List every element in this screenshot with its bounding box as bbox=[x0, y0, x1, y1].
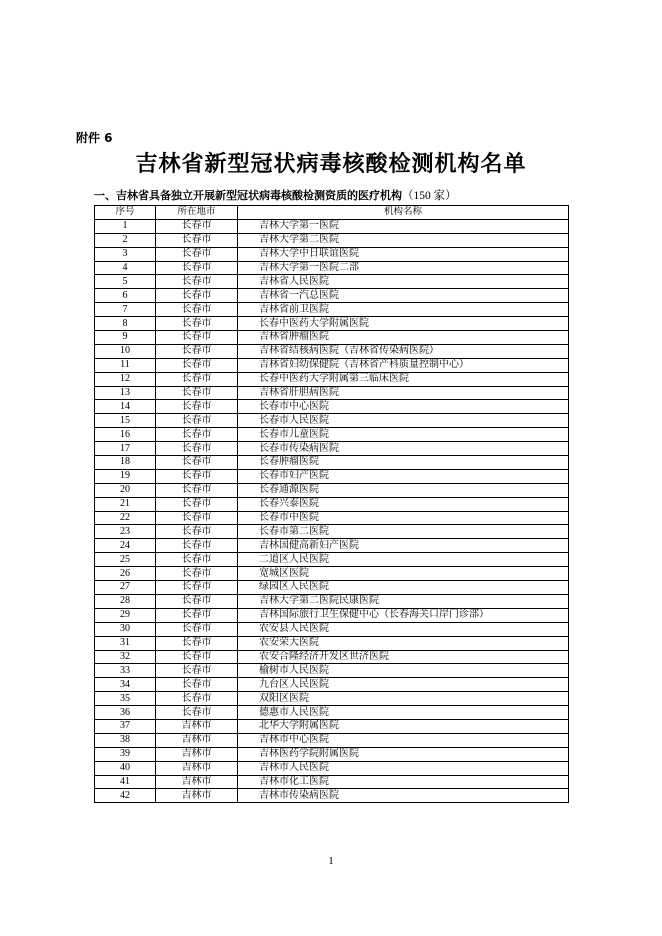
table-row bbox=[95, 372, 569, 386]
row-city: 长春市 bbox=[156, 344, 238, 358]
row-city: 长春市 bbox=[156, 511, 238, 525]
table-row bbox=[95, 553, 569, 567]
table-row bbox=[95, 747, 569, 761]
table-row bbox=[95, 442, 569, 456]
row-institution: 吉林省妇幼保健院（吉林省产科质量控制中心） bbox=[238, 358, 569, 372]
row-index: 23 bbox=[95, 525, 156, 539]
row-index: 14 bbox=[95, 400, 156, 414]
row-index: 15 bbox=[95, 414, 156, 428]
row-index: 26 bbox=[95, 567, 156, 581]
table-row bbox=[95, 497, 569, 511]
row-city: 吉林市 bbox=[156, 761, 238, 775]
row-index: 39 bbox=[95, 747, 156, 761]
table-row bbox=[95, 636, 569, 650]
row-index: 9 bbox=[95, 331, 156, 345]
row-index: 30 bbox=[95, 622, 156, 636]
header-index: 序号 bbox=[95, 206, 156, 220]
row-index: 6 bbox=[95, 289, 156, 303]
table-row bbox=[95, 733, 569, 747]
row-city: 长春市 bbox=[156, 594, 238, 608]
row-index: 38 bbox=[95, 733, 156, 747]
table-row bbox=[95, 233, 569, 247]
row-city: 长春市 bbox=[156, 706, 238, 720]
table-row bbox=[95, 511, 569, 525]
row-city: 长春市 bbox=[156, 525, 238, 539]
row-city: 长春市 bbox=[156, 442, 238, 456]
row-city: 长春市 bbox=[156, 483, 238, 497]
row-institution: 吉林市传染病医院 bbox=[238, 789, 569, 803]
table-row bbox=[95, 247, 569, 261]
row-institution: 榆树市人民医院 bbox=[238, 664, 569, 678]
row-city: 长春市 bbox=[156, 372, 238, 386]
row-index: 42 bbox=[95, 789, 156, 803]
row-institution: 九台区人民医院 bbox=[238, 678, 569, 692]
row-index: 34 bbox=[95, 678, 156, 692]
section-count: （150 家） bbox=[402, 190, 457, 202]
table-row bbox=[95, 331, 569, 345]
page-number: 1 bbox=[328, 855, 334, 867]
row-index: 2 bbox=[95, 233, 156, 247]
row-index: 41 bbox=[95, 775, 156, 789]
row-institution: 吉林省肿瘤医院 bbox=[238, 331, 569, 345]
row-city: 长春市 bbox=[156, 331, 238, 345]
row-city: 长春市 bbox=[156, 303, 238, 317]
table-row bbox=[95, 525, 569, 539]
document-title: 吉林省新型冠状病毒核酸检测机构名单 bbox=[135, 151, 527, 177]
row-city: 长春市 bbox=[156, 567, 238, 581]
row-index: 4 bbox=[95, 261, 156, 275]
table-row bbox=[95, 428, 569, 442]
table-row bbox=[95, 789, 569, 803]
institution-table bbox=[94, 205, 569, 803]
row-institution: 双阳区医院 bbox=[238, 692, 569, 706]
section-heading-text: 一、吉林省具备独立开展新型冠状病毒核酸检测资质的医疗机构 bbox=[94, 189, 402, 202]
row-city: 长春市 bbox=[156, 664, 238, 678]
row-city: 长春市 bbox=[156, 233, 238, 247]
row-institution: 吉林省一汽总医院 bbox=[238, 289, 569, 303]
table-row bbox=[95, 622, 569, 636]
row-index: 1 bbox=[95, 219, 156, 233]
row-institution: 长春市中心医院 bbox=[238, 400, 569, 414]
row-index: 20 bbox=[95, 483, 156, 497]
row-institution: 长春市妇产医院 bbox=[238, 469, 569, 483]
table-row bbox=[95, 567, 569, 581]
table-row bbox=[95, 400, 569, 414]
table-row bbox=[95, 761, 569, 775]
row-index: 31 bbox=[95, 636, 156, 650]
row-index: 37 bbox=[95, 719, 156, 733]
table-header-row bbox=[95, 206, 569, 220]
row-index: 12 bbox=[95, 372, 156, 386]
row-city: 长春市 bbox=[156, 261, 238, 275]
row-city: 长春市 bbox=[156, 414, 238, 428]
row-institution: 长春兴泰医院 bbox=[238, 497, 569, 511]
row-institution: 吉林省人民医院 bbox=[238, 275, 569, 289]
table-row bbox=[95, 539, 569, 553]
attachment-label: 附件 6 bbox=[76, 131, 113, 145]
row-institution: 吉林大学第二医院民康医院 bbox=[238, 594, 569, 608]
row-index: 8 bbox=[95, 317, 156, 331]
row-institution: 吉林国健高新妇产医院 bbox=[238, 539, 569, 553]
row-institution: 北华大学附属医院 bbox=[238, 719, 569, 733]
row-city: 吉林市 bbox=[156, 775, 238, 789]
row-index: 5 bbox=[95, 275, 156, 289]
row-index: 18 bbox=[95, 456, 156, 470]
row-index: 32 bbox=[95, 650, 156, 664]
table-row bbox=[95, 678, 569, 692]
table-row bbox=[95, 289, 569, 303]
row-index: 29 bbox=[95, 608, 156, 622]
row-city: 长春市 bbox=[156, 497, 238, 511]
row-city: 长春市 bbox=[156, 358, 238, 372]
row-city: 长春市 bbox=[156, 428, 238, 442]
row-institution: 吉林医药学院附属医院 bbox=[238, 747, 569, 761]
row-institution: 长春市中医院 bbox=[238, 511, 569, 525]
row-index: 11 bbox=[95, 358, 156, 372]
row-institution: 吉林市人民医院 bbox=[238, 761, 569, 775]
row-index: 28 bbox=[95, 594, 156, 608]
row-institution: 绿园区人民医院 bbox=[238, 581, 569, 595]
row-institution: 吉林大学第二医院 bbox=[238, 233, 569, 247]
row-city: 长春市 bbox=[156, 469, 238, 483]
table-row bbox=[95, 414, 569, 428]
row-institution: 农安县人民医院 bbox=[238, 622, 569, 636]
row-institution: 吉林市中心医院 bbox=[238, 733, 569, 747]
row-city: 长春市 bbox=[156, 400, 238, 414]
row-institution: 吉林国际旅行卫生保健中心（长春海关口岸门诊部） bbox=[238, 608, 569, 622]
row-city: 长春市 bbox=[156, 608, 238, 622]
row-institution: 吉林大学中日联谊医院 bbox=[238, 247, 569, 261]
row-index: 35 bbox=[95, 692, 156, 706]
row-institution: 长春通源医院 bbox=[238, 483, 569, 497]
row-index: 40 bbox=[95, 761, 156, 775]
row-institution: 吉林省结核病医院（吉林省传染病医院） bbox=[238, 344, 569, 358]
row-institution: 德惠市人民医院 bbox=[238, 706, 569, 720]
row-city: 长春市 bbox=[156, 581, 238, 595]
row-index: 7 bbox=[95, 303, 156, 317]
table-row bbox=[95, 706, 569, 720]
row-city: 长春市 bbox=[156, 289, 238, 303]
row-index: 17 bbox=[95, 442, 156, 456]
row-index: 36 bbox=[95, 706, 156, 720]
table-row bbox=[95, 469, 569, 483]
table-row bbox=[95, 386, 569, 400]
row-city: 长春市 bbox=[156, 386, 238, 400]
row-index: 33 bbox=[95, 664, 156, 678]
row-institution: 二道区人民医院 bbox=[238, 553, 569, 567]
row-institution: 农安荣大医院 bbox=[238, 636, 569, 650]
row-institution: 吉林市化工医院 bbox=[238, 775, 569, 789]
table-row bbox=[95, 219, 569, 233]
row-city: 长春市 bbox=[156, 692, 238, 706]
table-row bbox=[95, 692, 569, 706]
row-city: 吉林市 bbox=[156, 733, 238, 747]
section-heading bbox=[94, 187, 457, 203]
row-index: 16 bbox=[95, 428, 156, 442]
table-row bbox=[95, 275, 569, 289]
header-institution: 机构名称 bbox=[238, 206, 569, 220]
table-row bbox=[95, 608, 569, 622]
row-city: 长春市 bbox=[156, 650, 238, 664]
row-index: 19 bbox=[95, 469, 156, 483]
row-city: 长春市 bbox=[156, 539, 238, 553]
row-institution: 长春市人民医院 bbox=[238, 414, 569, 428]
row-institution: 长春中医药大学附属医院 bbox=[238, 317, 569, 331]
table-row bbox=[95, 317, 569, 331]
row-city: 吉林市 bbox=[156, 789, 238, 803]
table-row bbox=[95, 594, 569, 608]
table-row bbox=[95, 456, 569, 470]
row-city: 长春市 bbox=[156, 456, 238, 470]
table-row bbox=[95, 719, 569, 733]
row-city: 吉林市 bbox=[156, 719, 238, 733]
row-index: 10 bbox=[95, 344, 156, 358]
row-institution: 宽城区医院 bbox=[238, 567, 569, 581]
row-city: 长春市 bbox=[156, 275, 238, 289]
row-institution: 长春中医药大学附属第三临床医院 bbox=[238, 372, 569, 386]
row-institution: 长春市儿童医院 bbox=[238, 428, 569, 442]
row-city: 长春市 bbox=[156, 622, 238, 636]
row-institution: 吉林大学第一医院 bbox=[238, 219, 569, 233]
table-row bbox=[95, 358, 569, 372]
row-institution: 吉林大学第一医院二部 bbox=[238, 261, 569, 275]
row-institution: 吉林省肝胆病医院 bbox=[238, 386, 569, 400]
row-index: 3 bbox=[95, 247, 156, 261]
row-city: 长春市 bbox=[156, 219, 238, 233]
table-row bbox=[95, 303, 569, 317]
row-city: 长春市 bbox=[156, 247, 238, 261]
row-index: 25 bbox=[95, 553, 156, 567]
table-row bbox=[95, 664, 569, 678]
header-city: 所在地市 bbox=[156, 206, 238, 220]
row-institution: 长春市传染病医院 bbox=[238, 442, 569, 456]
row-institution: 长春市第二医院 bbox=[238, 525, 569, 539]
table-row bbox=[95, 261, 569, 275]
row-city: 长春市 bbox=[156, 553, 238, 567]
table-row bbox=[95, 581, 569, 595]
row-index: 24 bbox=[95, 539, 156, 553]
row-city: 吉林市 bbox=[156, 747, 238, 761]
table-row bbox=[95, 650, 569, 664]
table-row bbox=[95, 344, 569, 358]
row-institution: 长春肿瘤医院 bbox=[238, 456, 569, 470]
row-institution: 农安合隆经济开发区世济医院 bbox=[238, 650, 569, 664]
table-row bbox=[95, 775, 569, 789]
row-city: 长春市 bbox=[156, 636, 238, 650]
row-index: 21 bbox=[95, 497, 156, 511]
table-row bbox=[95, 483, 569, 497]
row-city: 长春市 bbox=[156, 317, 238, 331]
row-index: 13 bbox=[95, 386, 156, 400]
row-index: 27 bbox=[95, 581, 156, 595]
row-city: 长春市 bbox=[156, 678, 238, 692]
row-index: 22 bbox=[95, 511, 156, 525]
row-institution: 吉林省前卫医院 bbox=[238, 303, 569, 317]
